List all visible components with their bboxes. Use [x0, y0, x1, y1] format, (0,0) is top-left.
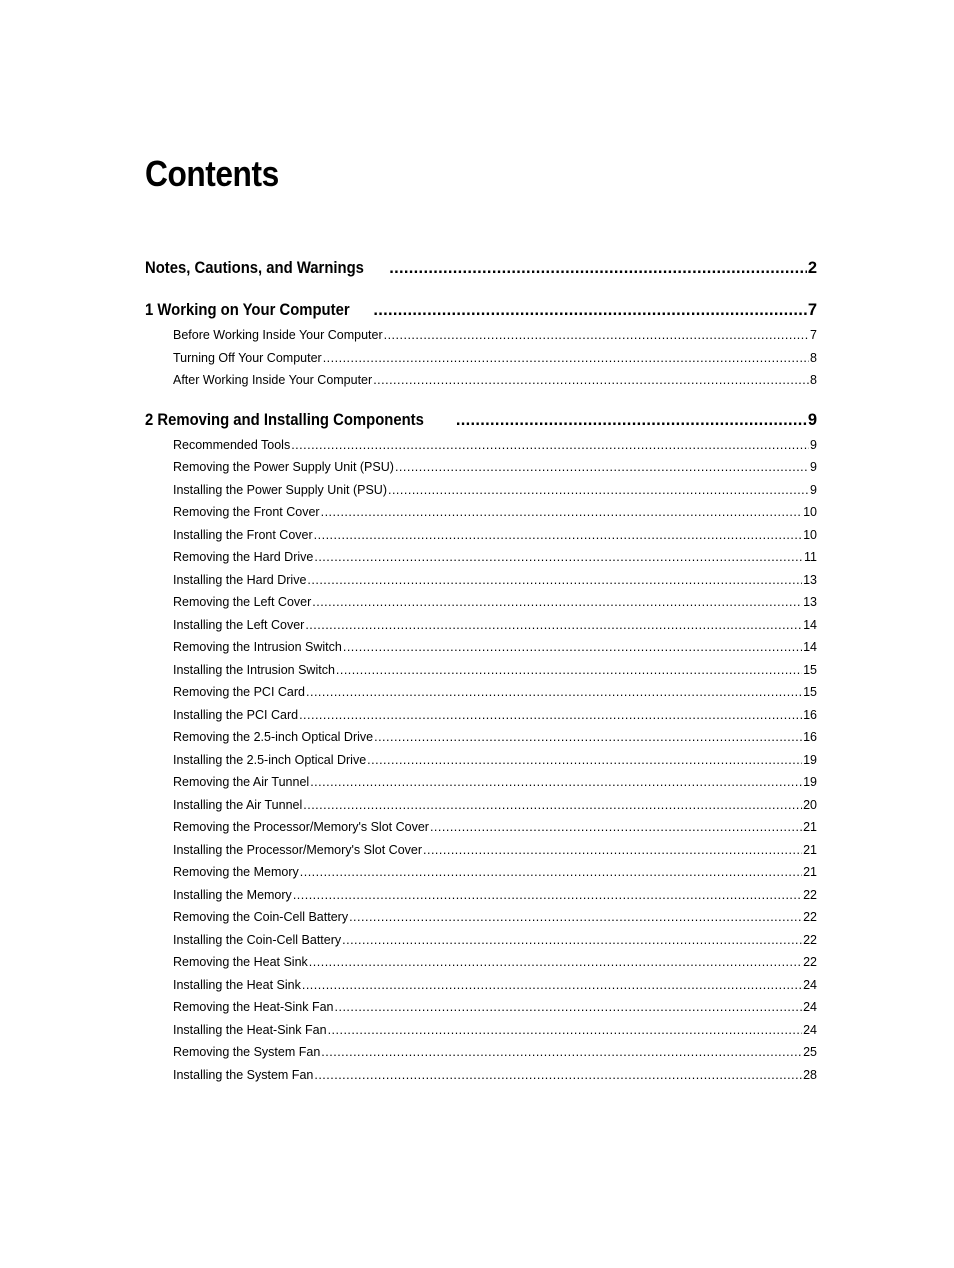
toc-dot-leader: [323, 347, 809, 370]
toc-dot-leader: [342, 929, 802, 952]
toc-dot-leader: [300, 861, 802, 884]
toc-dot-leader: [305, 614, 802, 637]
page-title: Contents: [145, 153, 279, 194]
toc-dot-leader: [314, 546, 803, 569]
toc-dot-leader: [349, 906, 802, 929]
toc-section: [145, 296, 817, 392]
toc-entry-page-number: 22: [803, 910, 817, 924]
toc-dot-leader: [303, 794, 802, 817]
toc-entry-title: Turning Off Your Computer: [173, 350, 322, 365]
toc-entry-page-number: 10: [803, 505, 817, 519]
toc-dot-leader: [395, 456, 809, 479]
toc-entry-page-number: 9: [810, 482, 817, 497]
toc-entry-title: Installing the 2.5-inch Optical Drive: [173, 752, 367, 767]
toc-entry-page-number: 21: [803, 865, 817, 879]
toc-entry-title: Removing the Coin-Cell Battery: [173, 910, 349, 924]
toc-entry-title: Removing the Air Tunnel: [173, 775, 310, 789]
toc-entry-title: Installing the Power Supply Unit (PSU): [173, 482, 387, 497]
toc-entry-title: Installing the Intrusion Switch: [173, 662, 335, 677]
toc-entry-title: Installing the Coin-Cell Battery: [173, 932, 342, 947]
toc-entry-title: Installing the Processor/Memory's Slot Cover: [173, 842, 423, 857]
toc-section: [145, 254, 817, 282]
toc-entry-title: Installing the Hard Drive: [173, 572, 307, 587]
toc-entry-page-number: 7: [810, 328, 817, 342]
toc-entry-page-number: 10: [803, 527, 817, 542]
toc-entry-title: Removing the PCI Card: [173, 685, 306, 699]
toc-entry-title: Before Working Inside Your Computer: [173, 328, 383, 342]
toc-entry-link[interactable]: [145, 1064, 817, 1087]
toc-entry-title: Installing the Heat-Sink Fan: [173, 1022, 327, 1037]
toc-entry-link[interactable]: [145, 974, 817, 997]
toc-entry-link[interactable]: [145, 996, 817, 1019]
toc-dot-leader: [321, 501, 803, 524]
toc-entry-page-number: 20: [803, 797, 817, 812]
toc-section: [145, 406, 817, 1087]
toc-entry-page-number: 16: [803, 707, 817, 722]
toc-entry-link[interactable]: [145, 951, 817, 974]
toc-entry-link[interactable]: [145, 569, 817, 592]
toc-entry-link[interactable]: [145, 501, 817, 524]
toc-dot-leader: [430, 816, 802, 839]
toc-entry-title: Installing the Heat Sink: [173, 977, 301, 992]
toc-entry-title: Installing the System Fan: [173, 1067, 314, 1082]
toc-entry-link[interactable]: [145, 929, 817, 952]
toc-entry-page-number: 13: [803, 572, 817, 587]
toc-entry-title: Removing the Left Cover: [173, 595, 312, 609]
toc-entry-link[interactable]: [145, 816, 817, 839]
toc-entry-link[interactable]: [145, 771, 817, 794]
toc-dot-leader: [374, 726, 802, 749]
toc-entry-page-number: 15: [803, 662, 817, 677]
toc-entry-title: Removing the Front Cover: [173, 505, 320, 519]
toc-entry-title: Removing the System Fan: [173, 1045, 321, 1059]
toc-entry-link[interactable]: [145, 636, 817, 659]
toc-entry-link[interactable]: [145, 546, 817, 569]
toc-entry-page-number: 21: [803, 820, 817, 834]
toc-chapter-title: 2 Removing and Installing Components: [145, 410, 424, 429]
toc-entry-link[interactable]: [145, 726, 817, 749]
toc-dot-leader: [335, 996, 803, 1019]
toc-entry-page-number: 22: [803, 887, 817, 902]
toc-entry-link[interactable]: [145, 749, 817, 772]
toc-chapter-link[interactable]: [145, 254, 817, 282]
toc-dot-leader: [343, 636, 802, 659]
toc-entry-title: Removing the Processor/Memory's Slot Cover: [173, 820, 429, 834]
toc-dot-leader: [314, 1064, 802, 1087]
toc-entry-link[interactable]: [145, 794, 817, 817]
toc-entry-link[interactable]: [145, 347, 817, 370]
toc-entry-title: Removing the 2.5-inch Optical Drive: [173, 730, 374, 744]
toc-entry-page-number: 28: [803, 1067, 817, 1082]
toc-entry-link[interactable]: [145, 839, 817, 862]
toc-entry-link[interactable]: [145, 524, 817, 547]
toc-entry-title: Removing the Power Supply Unit (PSU): [173, 460, 394, 474]
toc-entry-title: Installing the PCI Card: [173, 707, 299, 722]
toc-dot-leader: [299, 704, 802, 727]
toc-chapter-title: 1 Working on Your Computer: [145, 301, 350, 319]
toc-entry-page-number: 22: [803, 955, 817, 969]
toc-dot-leader: [336, 659, 802, 682]
toc-dot-leader: [423, 839, 802, 862]
section-spacer: [145, 392, 817, 406]
toc-entry-page-number: 13: [803, 595, 817, 609]
toc-dot-leader: [309, 951, 802, 974]
toc-entry-page-number: 8: [810, 373, 817, 387]
toc-entry-link[interactable]: [145, 591, 817, 614]
toc-entry-title: After Working Inside Your Computer: [173, 373, 373, 387]
toc-dot-leader: [373, 296, 806, 324]
toc-entry-link[interactable]: [145, 704, 817, 727]
toc-entry-title: Installing the Memory: [173, 887, 292, 902]
toc-entry-title: Installing the Air Tunnel: [173, 797, 303, 812]
toc-entry-link[interactable]: [145, 884, 817, 907]
toc-dot-leader: [310, 771, 802, 794]
toc-entry-page-number: 9: [810, 437, 817, 452]
toc-entry-page-number: 24: [803, 1000, 817, 1014]
toc-entry-page-number: 9: [810, 460, 817, 474]
toc-entry-title: Removing the Heat Sink: [173, 955, 308, 969]
toc-chapter-page-number: 7: [807, 301, 817, 319]
toc-entry-page-number: 8: [810, 350, 817, 365]
toc-entry-page-number: 19: [803, 775, 817, 789]
toc-entry-title: Removing the Heat-Sink Fan: [173, 1000, 334, 1014]
toc-entry-page-number: 16: [803, 730, 817, 744]
toc-entry-title: Installing the Left Cover: [173, 617, 305, 632]
toc-dot-leader: [389, 254, 807, 282]
toc-entry-page-number: 21: [803, 842, 817, 857]
toc-entry-link[interactable]: [145, 479, 817, 502]
toc-entry-page-number: 11: [804, 550, 817, 564]
toc-entry-title: Removing the Hard Drive: [173, 550, 314, 564]
toc-dot-leader: [302, 974, 802, 997]
toc-dot-leader: [456, 406, 807, 434]
toc-chapter-title: Notes, Cautions, and Warnings: [145, 259, 364, 277]
toc-entry-link[interactable]: [145, 681, 817, 704]
toc-entry-link[interactable]: [145, 369, 817, 392]
toc-entry-title: Removing the Intrusion Switch: [173, 640, 342, 654]
toc-dot-leader: [388, 479, 809, 502]
toc-dot-leader: [328, 1019, 803, 1042]
toc-entry-page-number: 19: [803, 752, 817, 767]
toc-chapter-link[interactable]: [145, 406, 817, 434]
toc-dot-leader: [373, 369, 809, 392]
toc-entry-page-number: 22: [803, 932, 817, 947]
toc-entry-link[interactable]: [145, 1019, 817, 1042]
toc-entry-page-number: 24: [803, 1022, 817, 1037]
section-spacer: [145, 282, 817, 296]
toc-dot-leader: [306, 681, 802, 704]
toc-entry-link[interactable]: [145, 659, 817, 682]
toc-dot-leader: [367, 749, 802, 772]
toc-entry-title: Installing the Front Cover: [173, 527, 313, 542]
toc-entry-link[interactable]: [145, 1041, 817, 1064]
toc-dot-leader: [321, 1041, 802, 1064]
toc-entry-page-number: 25: [803, 1045, 817, 1059]
toc-entry-link[interactable]: [145, 434, 817, 457]
toc-entry-link[interactable]: [145, 614, 817, 637]
table-of-contents: [145, 254, 817, 1086]
toc-entry-title: Recommended Tools: [173, 437, 291, 452]
toc-entry-link[interactable]: [145, 906, 817, 929]
toc-chapter-page-number: 9: [807, 410, 817, 429]
toc-dot-leader: [291, 434, 809, 457]
toc-entry-page-number: 14: [803, 617, 817, 632]
toc-entry-link[interactable]: [145, 324, 817, 347]
toc-entry-page-number: 15: [803, 685, 817, 699]
toc-entry-title: Removing the Memory: [173, 865, 299, 879]
toc-entry-page-number: 24: [803, 977, 817, 992]
toc-chapter-page-number: 2: [807, 259, 817, 277]
toc-dot-leader: [314, 524, 802, 547]
toc-dot-leader: [293, 884, 802, 907]
toc-entry-link[interactable]: [145, 861, 817, 884]
toc-chapter-link[interactable]: [145, 296, 817, 324]
toc-entry-link[interactable]: [145, 456, 817, 479]
toc-dot-leader: [307, 569, 802, 592]
toc-entry-page-number: 14: [803, 640, 817, 654]
toc-dot-leader: [384, 324, 809, 347]
toc-dot-leader: [312, 591, 802, 614]
